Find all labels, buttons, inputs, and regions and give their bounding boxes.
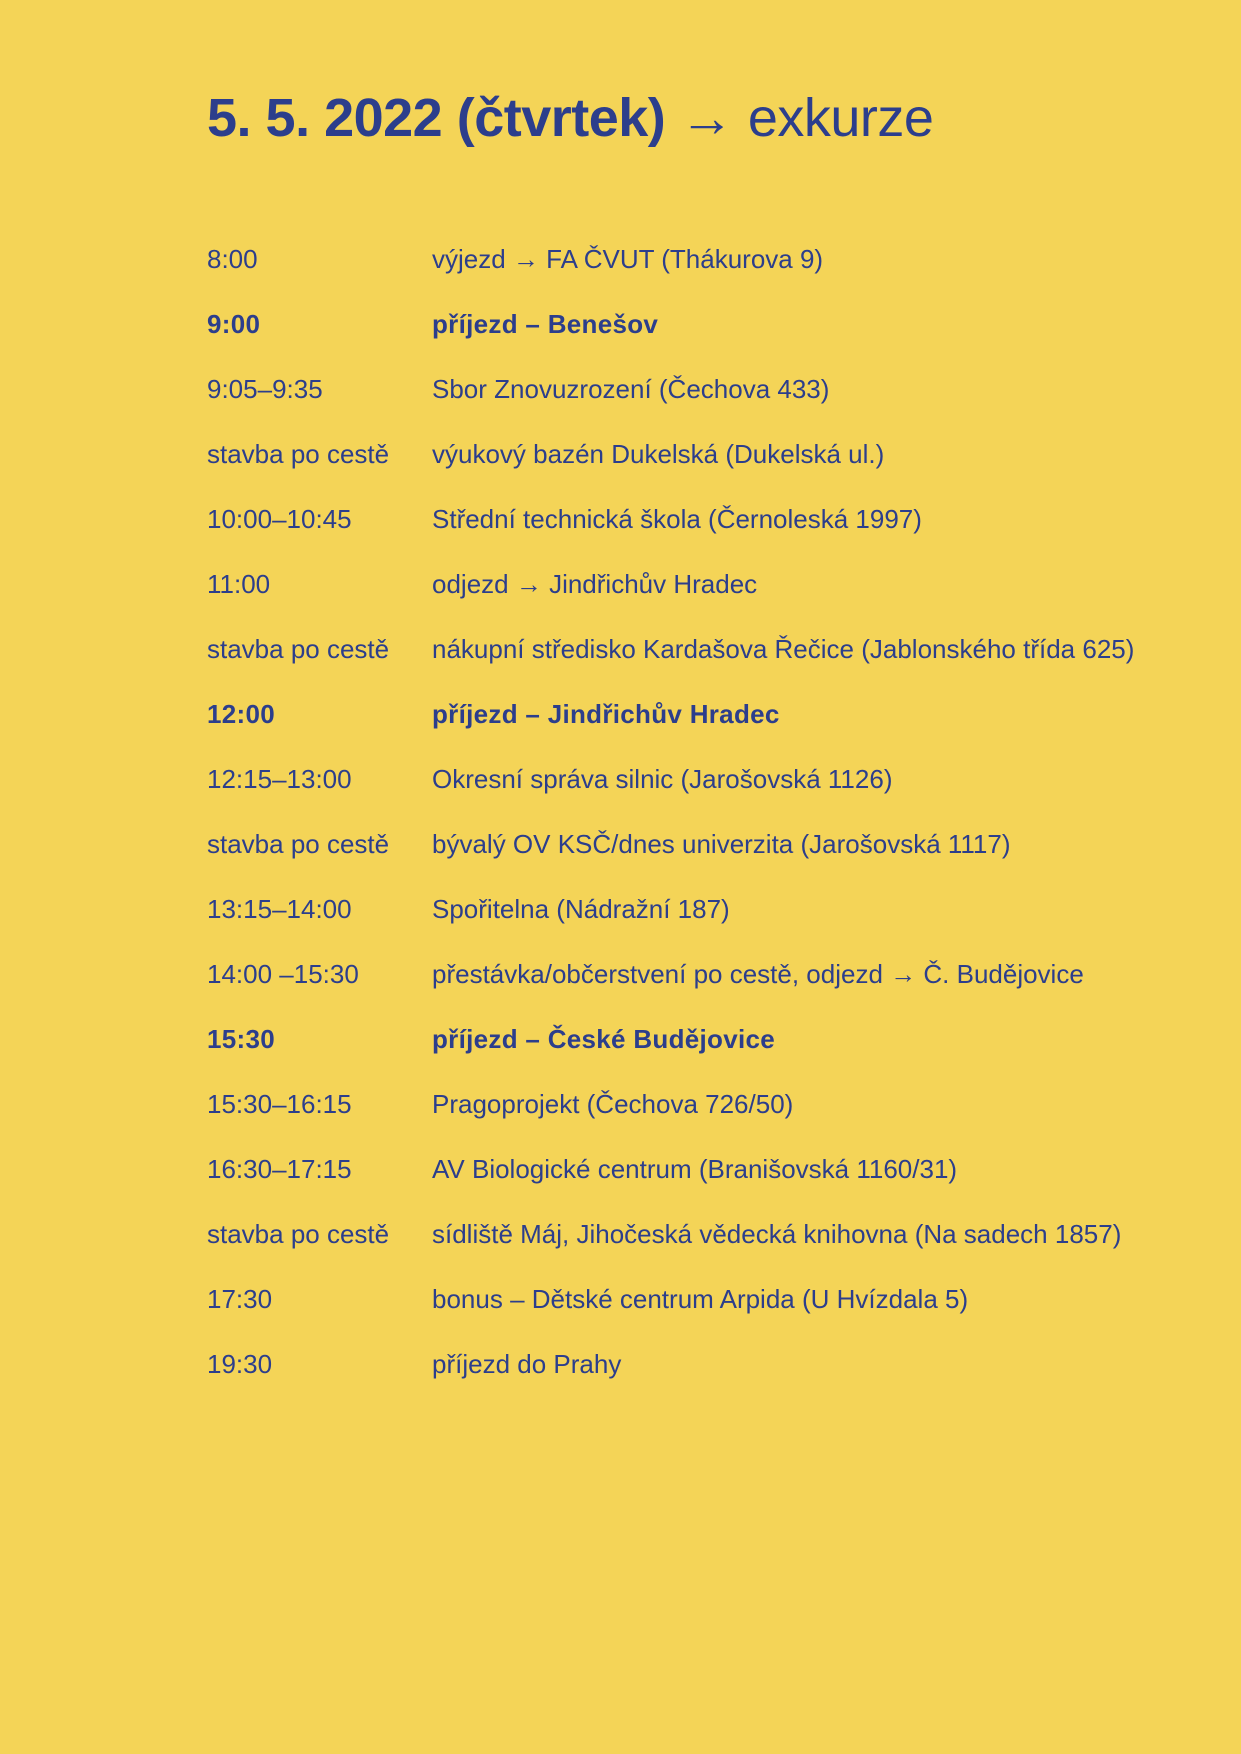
schedule-description: příjezd – Jindřichův Hradec bbox=[432, 699, 780, 729]
schedule-description: sídliště Máj, Jihočeská vědecká knihovna (Na sadech 1857) bbox=[432, 1219, 1122, 1249]
schedule-description: bonus – Dětské centrum Arpida (U Hvízdala 5) bbox=[432, 1284, 969, 1314]
schedule-time: 13:15–14:00 bbox=[207, 894, 352, 924]
schedule-row bbox=[207, 747, 1167, 812]
schedule-row bbox=[207, 487, 1167, 552]
schedule-description: výukový bazén Dukelská (Dukelská ul.) bbox=[432, 439, 885, 469]
schedule-time: 10:00–10:45 bbox=[207, 504, 352, 534]
schedule-time: 14:00 –15:30 bbox=[207, 959, 359, 989]
schedule-time: 12:15–13:00 bbox=[207, 764, 352, 794]
schedule-description: bývalý OV KSČ/dnes univerzita (Jarošovská 1117) bbox=[432, 829, 1011, 859]
schedule-description: Pragoprojekt (Čechova 726/50) bbox=[432, 1089, 794, 1119]
schedule-row bbox=[207, 422, 1167, 487]
schedule-time: stavba po cestě bbox=[207, 829, 390, 859]
schedule-row-arrival bbox=[207, 292, 1167, 357]
title-date: 5. 5. 2022 (čtvrtek) bbox=[207, 88, 666, 148]
schedule-description: nákupní středisko Kardašova Řečice (Jablonského třída 625) bbox=[432, 634, 1135, 664]
schedule-time: stavba po cestě bbox=[207, 634, 390, 664]
schedule-description: výjezd → FA ČVUT (Thákurova 9) bbox=[432, 244, 824, 274]
schedule-row bbox=[207, 1137, 1167, 1202]
schedule-row bbox=[207, 942, 1167, 1007]
schedule-row-arrival bbox=[207, 1007, 1167, 1072]
schedule-time: 17:30 bbox=[207, 1284, 273, 1314]
schedule-time: stavba po cestě bbox=[207, 439, 390, 469]
schedule-row bbox=[207, 1072, 1167, 1137]
schedule-row bbox=[207, 877, 1167, 942]
schedule-time: 15:30–16:15 bbox=[207, 1089, 352, 1119]
title-arrow: → bbox=[679, 88, 734, 148]
schedule-time: 9:00 bbox=[207, 309, 261, 339]
schedule-description: přestávka/občerstvení po cestě, odjezd → Č. Budějovice bbox=[432, 959, 1084, 989]
schedule-time: 11:00 bbox=[207, 569, 271, 599]
schedule-description: Střední technická škola (Černoleská 1997) bbox=[432, 504, 922, 534]
schedule-list bbox=[207, 227, 1167, 1397]
schedule-description: Spořitelna (Nádražní 187) bbox=[432, 894, 730, 924]
document-page bbox=[207, 80, 1167, 1379]
schedule-time: 9:05–9:35 bbox=[207, 374, 323, 404]
schedule-row bbox=[207, 1332, 1167, 1397]
schedule-description: Sbor Znovuzrození (Čechova 433) bbox=[432, 374, 830, 404]
schedule-time: 8:00 bbox=[207, 244, 258, 274]
schedule-row-arrival bbox=[207, 682, 1167, 747]
schedule-time: 19:30 bbox=[207, 1349, 273, 1379]
schedule-description: příjezd do Prahy bbox=[432, 1349, 622, 1379]
schedule-description: Okresní správa silnic (Jarošovská 1126) bbox=[432, 764, 893, 794]
schedule-time: stavba po cestě bbox=[207, 1219, 390, 1249]
schedule-description: AV Biologické centrum (Branišovská 1160/31) bbox=[432, 1154, 958, 1184]
schedule-row bbox=[207, 227, 1167, 292]
schedule-description: příjezd – České Budějovice bbox=[432, 1024, 776, 1054]
page-title bbox=[207, 80, 1167, 156]
title-label: exkurze bbox=[747, 88, 934, 148]
schedule-row bbox=[207, 552, 1167, 617]
schedule-description: odjezd → Jindřichův Hradec bbox=[432, 569, 758, 599]
schedule-row bbox=[207, 357, 1167, 422]
schedule-row bbox=[207, 1202, 1167, 1267]
schedule-row bbox=[207, 1267, 1167, 1332]
schedule-time: 12:00 bbox=[207, 699, 275, 729]
schedule-description: příjezd – Benešov bbox=[432, 309, 659, 339]
schedule-time: 15:30 bbox=[207, 1024, 275, 1054]
schedule-row bbox=[207, 617, 1167, 682]
schedule-row bbox=[207, 812, 1167, 877]
schedule-time: 16:30–17:15 bbox=[207, 1154, 352, 1184]
